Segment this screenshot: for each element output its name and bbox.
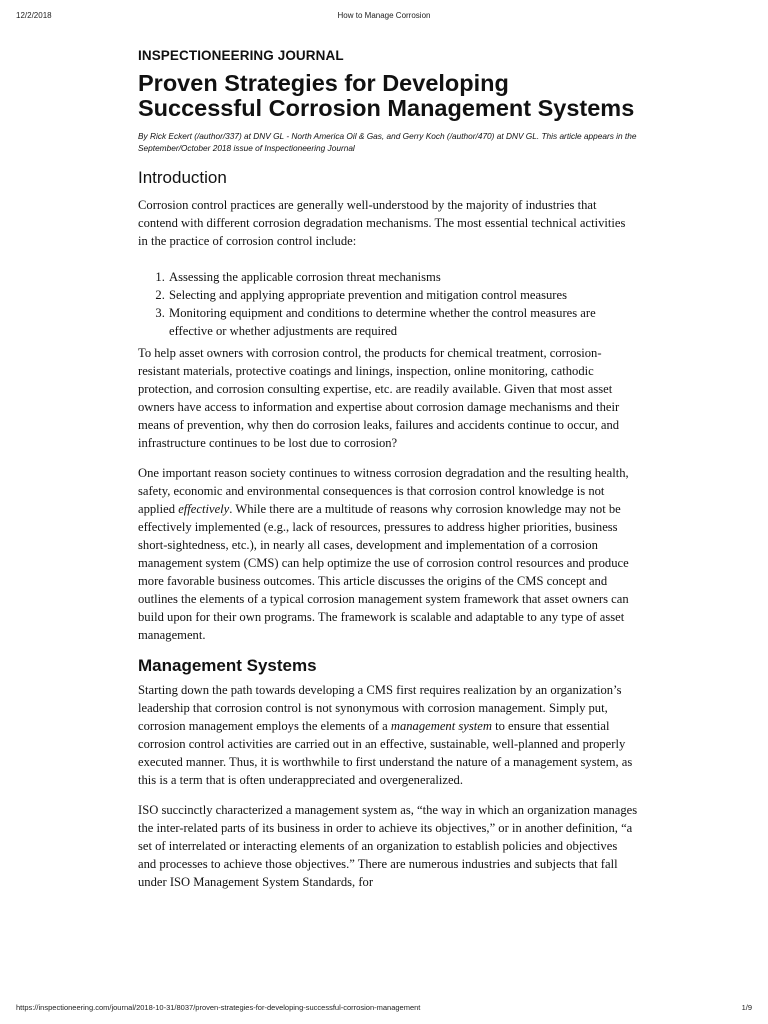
print-date: 12/2/2018: [16, 11, 52, 20]
page-number: 1/9: [741, 1003, 752, 1012]
section-heading-management-systems: Management Systems: [138, 656, 317, 675]
corrosion-activities-list: [138, 268, 638, 340]
paragraph-text: . While there are a multitude of reasons why corrosion knowledge may not be effectively implemented (e.g., lack of resources, pressures to address higher priorities, business short-sightedness, etc.), in nearly all cases, development and implementation of a corrosion management system (CMS) can help optimize the use of corrosion control resources and produce more favorable business outcomes. This article discusses the origins of the CMS concept and outlines the elements of a typical corrosion management system framework that asset owners can build upon for their own programs. The framework is scalable and adaptable to any type of asset management.: [138, 502, 629, 642]
management-paragraph-2: ISO succinctly characterized a management system as, “the way in which an organization manages the inter-related parts of its business in order to achieve its objectives,” or in another definition, “a set of interrelated or interacting elements of an organization to establish policies and objectives and processes to achieve those objectives.” There are numerous industries and subjects that fall under ISO Management System Standards, for: [138, 803, 638, 889]
emphasis-text: effectively: [178, 502, 230, 516]
journal-name: INSPECTIONEERING JOURNAL: [138, 48, 344, 63]
emphasis-text: management system: [390, 719, 492, 733]
print-url: https://inspectioneering.com/journal/2018-10-31/8037/proven-strategies-for-developing-successful-corrosion-management: [16, 1003, 421, 1012]
intro-paragraph-3: [138, 464, 638, 644]
article-title: Proven Strategies for Developing Successful Corrosion Management Systems: [138, 70, 635, 121]
list-item: 3. Monitoring equipment and conditions to determine whether the control measures are effective or whether adjustments are required: [168, 304, 638, 340]
section-heading-introduction: Introduction: [138, 168, 227, 187]
intro-paragraph-1: Corrosion control practices are generally well-understood by the majority of industries that contend with different corrosion degradation mechanisms. The most essential technical activities in the practice of corrosion control include:: [138, 198, 626, 248]
list-item: 2. Selecting and applying appropriate prevention and mitigation control measures: [168, 286, 638, 304]
paragraph-text: One important reason society continues to witness corrosion degradation and the resulting health, safety, economic and environmental consequences is that corrosion control knowledge is not applied: [138, 466, 629, 516]
management-paragraph-1: [138, 681, 638, 789]
intro-paragraph-2: To help asset owners with corrosion control, the products for chemical treatment, corrosion-resistant materials, protective coatings and linings, inspection, online monitoring, cathodic protection, and corrosion consulting expertise, etc. are readily available. Given that most asset owners have access to information and expertise about corrosion damage mechanisms and their means of prevention, why then do corrosion leaks, failures and accidents continue to occur, and infrastructure continues to be lost due to corrosion?: [138, 346, 620, 450]
list-item: 1. Assessing the applicable corrosion threat mechanisms: [168, 268, 638, 286]
article-byline: By Rick Eckert (/author/337) at DNV GL - North America Oil & Gas, and Gerry Koch (/author/470) at DNV GL. This article appears in the September/October 2018 issue of Inspectioneering Journal: [138, 131, 637, 153]
article: [138, 48, 638, 903]
paragraph-text: Starting down the path towards developing a CMS first requires realization by an organization’s leadership that corrosion control is not synonymous with corrosion management. Simply put, corrosion management employs the elements of a: [138, 683, 622, 733]
paragraph-text: to ensure that essential corrosion control activities are carried out in an effective, sustainable, well-planned and properly executed manner. Thus, it is worthwhile to first understand the nature of a management system, as this is a term that is often underappreciated and overgeneralized.: [138, 719, 633, 787]
print-page-title: How to Manage Corrosion: [337, 11, 431, 20]
